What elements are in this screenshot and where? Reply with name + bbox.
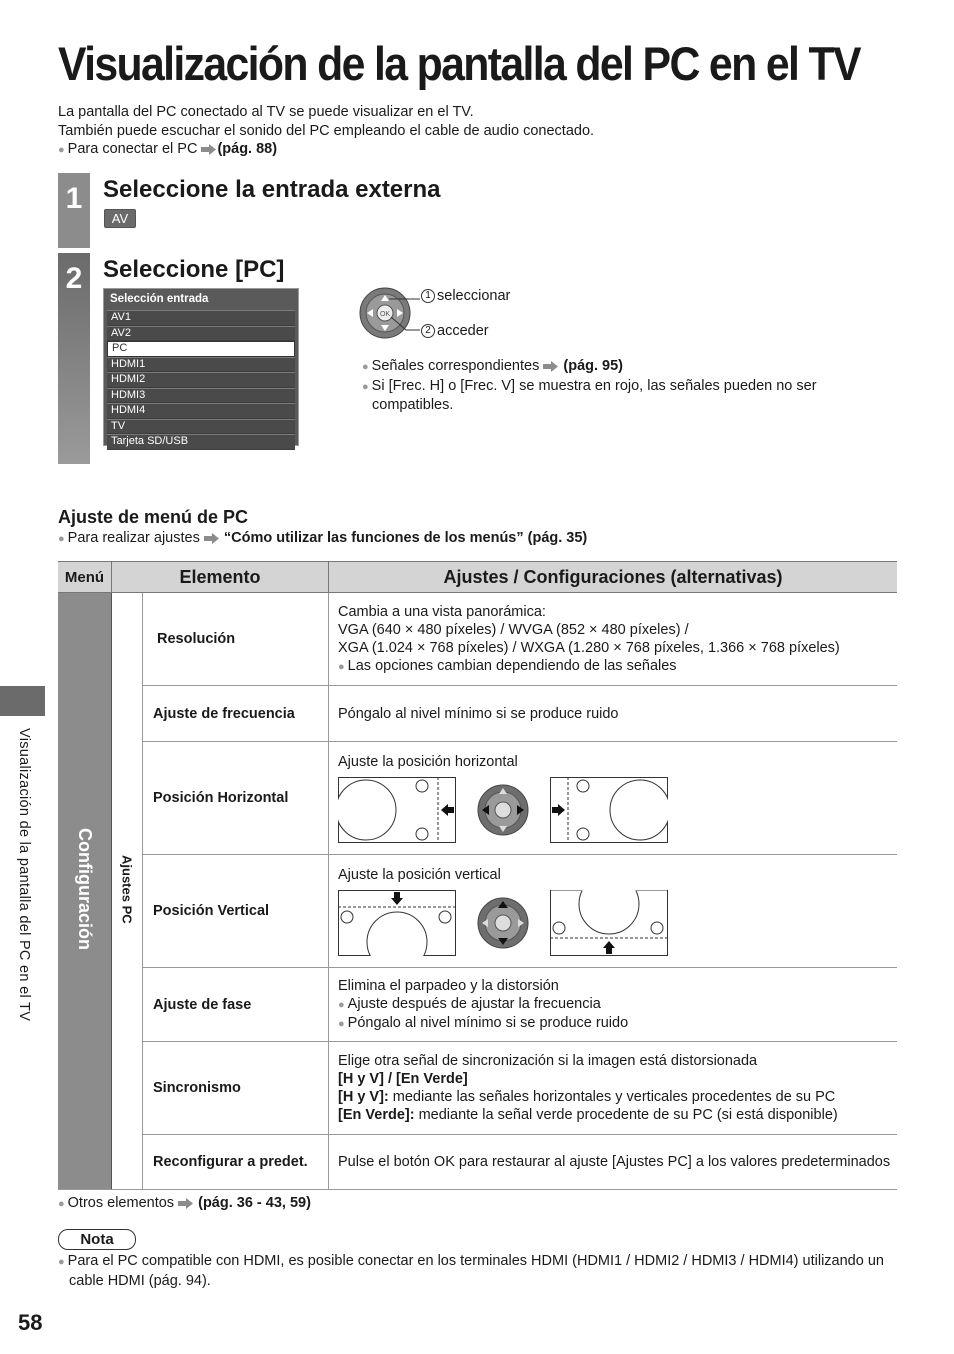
nota-badge: Nota (58, 1229, 136, 1250)
item-sincronismo[interactable]: Sincronismo (143, 1042, 329, 1135)
item-posicion-horizontal[interactable]: Posición Horizontal (143, 742, 329, 855)
item-frecuencia[interactable]: Ajuste de frecuencia (143, 686, 329, 742)
table-row (58, 968, 897, 1042)
menu-title: Selección entrada (110, 293, 209, 305)
item-reconfigurar[interactable]: Reconfigurar a predet. (143, 1135, 329, 1190)
table-header-row (58, 562, 897, 593)
screen-shift-down-diagram (338, 890, 456, 956)
menu-item-tv[interactable]: TV (107, 419, 295, 435)
side-section-label: Visualización de la pantalla del PC en el TV (16, 728, 32, 1022)
note-freq: ● Si [Frec. H] o [Frec. V] se muestra en rojo, las señales pueden no ser compatibles. (362, 377, 817, 413)
value-frecuencia: Póngalo al nivel mínimo si se produce ruido (329, 686, 898, 742)
nota-text: ● Para el PC compatible con HDMI, es posible conectar en los terminales HDMI (HDMI1 / HDMI2 / HDMI3 / HDMI4) utilizando un cable HDMI (pág. 94). (58, 1253, 884, 1289)
input-selection-menu (103, 288, 299, 446)
table-row (58, 686, 897, 742)
menu-item-av1[interactable]: AV1 (107, 310, 295, 326)
page-number: 58 (18, 1310, 43, 1335)
header-settings: Ajustes / Configuraciones (alternativas) (329, 562, 898, 593)
submenu-ajustes-pc: Ajustes PC (112, 593, 143, 1190)
item-ajuste-fase[interactable]: Ajuste de fase (143, 968, 329, 1042)
ok-label: OK (379, 311, 391, 318)
pc-menu-heading: Ajuste de menú de PC (58, 507, 249, 527)
enter-instruction: 2 acceder (421, 323, 489, 339)
menu-item-av2[interactable]: AV2 (107, 326, 295, 342)
step-1-title: Seleccione la entrada externa (103, 176, 441, 203)
screen-shift-up-diagram (550, 890, 668, 956)
table-row (58, 742, 897, 855)
select-instruction: 1 seleccionar (421, 288, 510, 304)
header-item: Elemento (112, 562, 329, 593)
intro-page-ref[interactable]: (pág. 88) (217, 141, 278, 157)
step-1-number: 1 (58, 173, 90, 248)
menu-item-hdmi4[interactable]: HDMI4 (107, 403, 295, 419)
menu-item-hdmi1[interactable]: HDMI1 (107, 357, 295, 373)
av-button[interactable]: AV (104, 209, 136, 228)
other-items-note: ● Otros elementos (pág. 36 - 43, 59) (58, 1195, 311, 1211)
value-posicion-horizontal: Ajuste la posición horizontal (329, 742, 898, 855)
screen-shift-right-diagram (550, 777, 668, 843)
pc-settings-table (58, 561, 897, 1190)
step-2-notes (362, 357, 882, 415)
reference-arrow-icon (204, 533, 220, 544)
header-menu: Menú (58, 562, 112, 593)
intro-line-3: ● Para conectar el PC (pág. 88) (58, 141, 278, 157)
menu-configuracion: Configuración (58, 593, 112, 1190)
step-2-title: Seleccione [PC] (103, 256, 285, 283)
table-row (58, 1042, 897, 1135)
bullet-icon: ● (58, 144, 65, 156)
value-sincronismo: Elige otra señal de sincronización si la imagen está distorsionada [H y V] / [En Verde] [H y V]: mediante las señales horizontales y verticales procedentes de su PC [En Verde]: mediante la señal verde procedente de su PC (si está disponible) (329, 1042, 898, 1135)
reference-arrow-icon (201, 144, 217, 155)
menu-item-hdmi2[interactable]: HDMI2 (107, 372, 295, 388)
reference-arrow-icon (543, 361, 559, 372)
menu-item-sd-usb[interactable]: Tarjeta SD/USB (107, 434, 295, 450)
table-row (58, 855, 897, 968)
menu-item-hdmi3[interactable]: HDMI3 (107, 388, 295, 404)
intro-line-2: También puede escuchar el sonido del PC empleando el cable de audio conectado. (58, 122, 595, 139)
table-row (58, 1135, 897, 1190)
pc-menu-note: ● Para realizar ajustes “Cómo utilizar las funciones de los menús” (pág. 35) (58, 530, 588, 546)
step-2-number: 2 (58, 253, 90, 464)
note-signals: ● Señales correspondientes (pág. 95) (362, 358, 624, 374)
value-posicion-vertical: Ajuste la posición vertical (329, 855, 898, 968)
side-tab (0, 686, 45, 716)
intro-text (58, 103, 594, 160)
value-reconfigurar: Pulse el botón OK para restaurar al ajuste [Ajustes PC] a los valores predeterminados (329, 1135, 898, 1190)
ok-dpad-icon (358, 284, 424, 344)
screen-shift-left-diagram (338, 777, 456, 843)
intro-line-1: La pantalla del PC conectado al TV se puede visualizar en el TV. (58, 104, 474, 120)
menu-item-pc[interactable]: PC (107, 341, 295, 357)
ok-dpad-icon (476, 783, 530, 837)
item-resolucion[interactable]: Resolución (143, 593, 329, 686)
value-resolucion: Cambia a una vista panorámica: VGA (640 × 480 píxeles) / WVGA (852 × 480 píxeles) / XGA (1.024 × 768 píxeles) / WXGA (1.280 × 768 píxeles, 1.366 × 768 píxeles) ● Las opciones cambian dependiendo de las señales (329, 593, 898, 686)
page-title: Visualización de la pantalla del PC en el TV (58, 37, 860, 90)
value-ajuste-fase: Elimina el parpadeo y la distorsión ● Ajuste después de ajustar la frecuencia ● Póngalo al nivel mínimo si se produce ruido (329, 968, 898, 1042)
item-posicion-vertical[interactable]: Posición Vertical (143, 855, 329, 968)
ok-dpad-icon (476, 896, 530, 950)
table-row (58, 593, 897, 686)
reference-arrow-icon (178, 1198, 194, 1209)
